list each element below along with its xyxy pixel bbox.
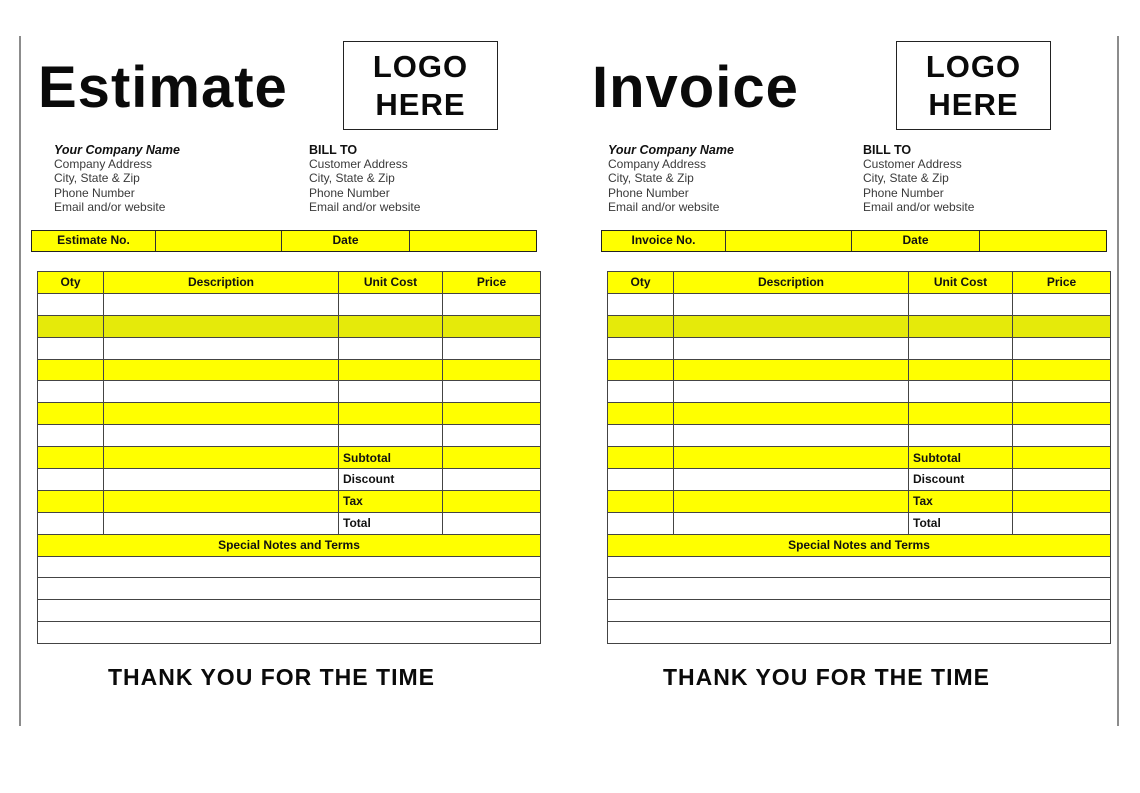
table-row [608, 337, 1111, 359]
notes-cell[interactable] [608, 578, 1111, 600]
qty-cell[interactable] [38, 337, 104, 359]
discount-label: Discount [339, 469, 443, 491]
unit-cost-cell[interactable] [339, 337, 443, 359]
qty-cell[interactable] [38, 403, 104, 425]
notes-row [608, 600, 1111, 622]
customer-phone: Phone Number [309, 185, 390, 200]
invoice-form [592, 0, 1112, 793]
description-cell[interactable] [104, 425, 339, 447]
date-label: Date [282, 231, 410, 251]
bill-to-info [863, 143, 974, 214]
left-border-line [19, 36, 21, 726]
notes-row [608, 622, 1111, 644]
description-cell[interactable] [674, 315, 909, 337]
bill-to-label: BILL TO [863, 143, 912, 157]
qty-cell[interactable] [38, 425, 104, 447]
customer-city: City, State & Zip [309, 171, 395, 186]
unit-cost-header: Unit Cost [339, 272, 443, 294]
table-header-row [38, 272, 541, 294]
unit-cost-cell[interactable] [909, 381, 1013, 403]
invoice-meta-bar [601, 230, 1107, 252]
company-city: City, State & Zip [608, 171, 694, 186]
price-cell[interactable] [443, 337, 541, 359]
unit-cost-cell[interactable] [339, 425, 443, 447]
company-email: Email and/or website [54, 199, 166, 214]
bill-to-info [309, 143, 420, 214]
qty-cell[interactable] [38, 359, 104, 381]
description-cell[interactable] [104, 381, 339, 403]
table-row [608, 381, 1111, 403]
estimate-number-label: Estimate No. [32, 231, 156, 251]
table-row [38, 403, 541, 425]
price-cell[interactable] [1013, 315, 1111, 337]
company-address: Company Address [608, 157, 707, 172]
unit-cost-cell[interactable] [339, 359, 443, 381]
table-row [608, 425, 1111, 447]
unit-cost-cell[interactable] [909, 425, 1013, 447]
description-cell[interactable] [674, 403, 909, 425]
unit-cost-header: Unit Cost [909, 272, 1013, 294]
description-header: Description [104, 272, 339, 294]
customer-phone: Phone Number [863, 185, 944, 200]
discount-value[interactable] [443, 469, 541, 491]
price-cell[interactable] [1013, 293, 1111, 315]
price-cell[interactable] [443, 403, 541, 425]
total-row [608, 512, 1111, 534]
discount-label: Discount [909, 469, 1013, 491]
notes-row [38, 622, 541, 644]
notes-cell[interactable] [38, 622, 541, 644]
unit-cost-cell[interactable] [909, 403, 1013, 425]
price-cell[interactable] [1013, 337, 1111, 359]
thank-you-message: THANK YOU FOR THE TIME [108, 664, 435, 690]
subtotal-row [38, 447, 541, 469]
date-label: Date [852, 231, 980, 251]
subtotal-label: Subtotal [339, 447, 443, 469]
customer-address: Customer Address [863, 157, 962, 172]
logo-line-1: LOGO [372, 48, 469, 84]
bill-to-label: BILL TO [309, 143, 358, 157]
qty-cell[interactable] [608, 315, 674, 337]
company-phone: Phone Number [608, 185, 689, 200]
unit-cost-cell[interactable] [909, 337, 1013, 359]
qty-cell[interactable] [608, 293, 674, 315]
price-cell[interactable] [1013, 381, 1111, 403]
company-info [54, 143, 180, 214]
table-row [608, 315, 1111, 337]
discount-row [38, 469, 541, 491]
description-cell[interactable] [104, 293, 339, 315]
company-name: Your Company Name [54, 143, 180, 157]
subtotal-label: Subtotal [909, 447, 1013, 469]
price-cell[interactable] [443, 293, 541, 315]
invoice-number-label: Invoice No. [602, 231, 726, 251]
qty-header: Oty [608, 272, 674, 294]
qty-cell[interactable] [608, 337, 674, 359]
qty-cell[interactable] [38, 293, 104, 315]
logo-line-2: HERE [375, 86, 466, 122]
tax-row [608, 490, 1111, 512]
table-row [608, 293, 1111, 315]
description-cell[interactable] [674, 381, 909, 403]
qty-cell[interactable] [608, 425, 674, 447]
table-row [38, 315, 541, 337]
subtotal-row [608, 447, 1111, 469]
company-city: City, State & Zip [54, 171, 140, 186]
estimate-meta-bar [31, 230, 537, 252]
date-field[interactable] [410, 231, 535, 251]
description-cell[interactable] [674, 337, 909, 359]
price-header: Price [1013, 272, 1111, 294]
estimate-number-field[interactable] [156, 231, 282, 251]
price-cell[interactable] [443, 359, 541, 381]
price-cell[interactable] [443, 425, 541, 447]
notes-cell[interactable] [38, 556, 541, 578]
customer-city: City, State & Zip [863, 171, 949, 186]
qty-cell[interactable] [608, 381, 674, 403]
table-row [38, 337, 541, 359]
unit-cost-cell[interactable] [909, 359, 1013, 381]
notes-row [38, 578, 541, 600]
notes-row [608, 578, 1111, 600]
estimate-form [38, 0, 558, 793]
table-row [38, 293, 541, 315]
total-value[interactable] [443, 512, 541, 534]
unit-cost-cell[interactable] [339, 381, 443, 403]
customer-address: Customer Address [309, 157, 408, 172]
unit-cost-cell[interactable] [339, 315, 443, 337]
description-cell[interactable] [674, 293, 909, 315]
tax-value[interactable] [1013, 490, 1111, 512]
qty-cell[interactable] [608, 359, 674, 381]
unit-cost-cell[interactable] [339, 293, 443, 315]
logo-placeholder [896, 41, 1051, 130]
price-cell[interactable] [1013, 359, 1111, 381]
tax-label: Tax [339, 490, 443, 512]
invoice-number-field[interactable] [726, 231, 852, 251]
notes-cell[interactable] [608, 556, 1111, 578]
qty-cell[interactable] [38, 315, 104, 337]
company-address: Company Address [54, 157, 153, 172]
table-row [608, 359, 1111, 381]
table-header-row [608, 272, 1111, 294]
description-cell[interactable] [104, 337, 339, 359]
table-row [38, 425, 541, 447]
price-cell[interactable] [443, 315, 541, 337]
description-cell[interactable] [104, 359, 339, 381]
table-row [38, 359, 541, 381]
notes-row [608, 556, 1111, 578]
company-email: Email and/or website [608, 199, 720, 214]
invoice-title: Invoice [592, 55, 799, 120]
total-value[interactable] [1013, 512, 1111, 534]
total-label: Total [339, 512, 443, 534]
logo-line-1: LOGO [925, 48, 1022, 84]
notes-header-row [608, 534, 1111, 556]
date-field[interactable] [980, 231, 1105, 251]
company-info [608, 143, 734, 214]
discount-value[interactable] [1013, 469, 1111, 491]
qty-cell[interactable] [38, 381, 104, 403]
company-phone: Phone Number [54, 185, 135, 200]
price-cell[interactable] [1013, 403, 1111, 425]
unit-cost-cell[interactable] [339, 403, 443, 425]
company-name: Your Company Name [608, 143, 734, 157]
description-cell[interactable] [104, 403, 339, 425]
special-notes-label: Special Notes and Terms [608, 534, 1111, 556]
customer-email: Email and/or website [309, 199, 421, 214]
tax-label: Tax [909, 490, 1013, 512]
price-header: Price [443, 272, 541, 294]
total-row [38, 512, 541, 534]
qty-header: Oty [38, 272, 104, 294]
notes-cell[interactable] [38, 578, 541, 600]
description-cell[interactable] [104, 315, 339, 337]
unit-cost-cell[interactable] [909, 293, 1013, 315]
table-row [608, 403, 1111, 425]
discount-row [608, 469, 1111, 491]
thank-you-message: THANK YOU FOR THE TIME [663, 664, 990, 690]
notes-row [38, 556, 541, 578]
subtotal-value[interactable] [443, 447, 541, 469]
right-border-line [1117, 36, 1119, 726]
logo-line-2: HERE [928, 86, 1019, 122]
special-notes-label: Special Notes and Terms [38, 534, 541, 556]
notes-row [38, 600, 541, 622]
notes-header-row [38, 534, 541, 556]
estimate-title: Estimate [38, 55, 288, 120]
notes-cell[interactable] [38, 600, 541, 622]
table-row [38, 381, 541, 403]
description-cell[interactable] [674, 359, 909, 381]
logo-placeholder [343, 41, 498, 130]
line-items-table [607, 271, 1111, 644]
description-cell[interactable] [674, 425, 909, 447]
tax-row [38, 490, 541, 512]
notes-cell[interactable] [608, 622, 1111, 644]
qty-cell[interactable] [608, 403, 674, 425]
tax-value[interactable] [443, 490, 541, 512]
customer-email: Email and/or website [863, 199, 975, 214]
subtotal-value[interactable] [1013, 447, 1111, 469]
unit-cost-cell[interactable] [909, 315, 1013, 337]
price-cell[interactable] [1013, 425, 1111, 447]
price-cell[interactable] [443, 381, 541, 403]
description-header: Description [674, 272, 909, 294]
line-items-table [37, 271, 541, 644]
total-label: Total [909, 512, 1013, 534]
notes-cell[interactable] [608, 600, 1111, 622]
